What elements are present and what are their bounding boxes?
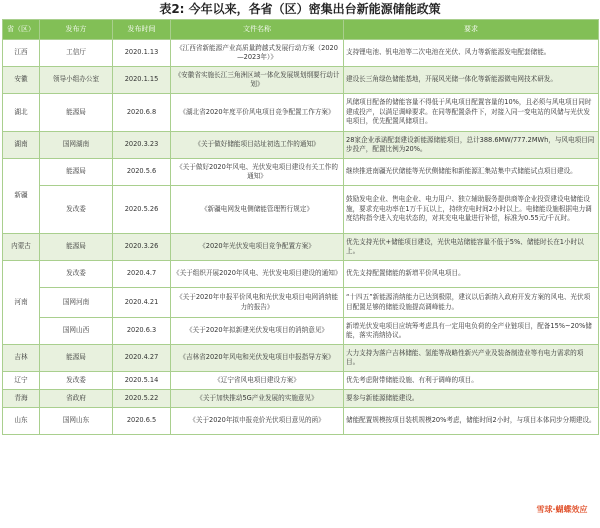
date-cell: 2020.6.3 bbox=[113, 318, 171, 345]
table-row bbox=[3, 318, 599, 345]
province-cell: 内蒙古 bbox=[3, 234, 40, 261]
date-cell: 2020.6.8 bbox=[113, 94, 171, 132]
date-cell: 2020.1.15 bbox=[113, 67, 171, 94]
province-cell: 湖北 bbox=[3, 94, 40, 132]
header-row bbox=[3, 20, 599, 40]
document-cell: 《关于2020年申报平价风电和光伏发电项目电网消纳能力的报告》 bbox=[171, 288, 344, 318]
province-cell: 青海 bbox=[3, 390, 40, 408]
header-issuer: 发布方 bbox=[40, 20, 113, 40]
province-cell: 安徽 bbox=[3, 67, 40, 94]
table-row bbox=[3, 132, 599, 159]
date-cell: 2020.6.5 bbox=[113, 408, 171, 435]
date-cell: 2020.3.26 bbox=[113, 234, 171, 261]
province-cell: 新疆 bbox=[3, 159, 40, 234]
header-requirement: 要求 bbox=[344, 20, 599, 40]
issuer-cell: 工信厅 bbox=[40, 40, 113, 67]
header-province: 省（区） bbox=[3, 20, 40, 40]
table-row bbox=[3, 67, 599, 94]
requirement-cell: 继续推进南疆光伏储能等光伏侧储能和新能源汇集站集中式储能试点项目建设。 bbox=[344, 159, 599, 186]
table-row bbox=[3, 234, 599, 261]
table-row bbox=[3, 159, 599, 186]
document-cell: 《2020年光伏发电项目竞争配置方案》 bbox=[171, 234, 344, 261]
requirement-cell: 新增光伏发电项目应统筹考虑具有一定用电负荷的全产业链项目，配备15%~20%储能，落实消纳协议。 bbox=[344, 318, 599, 345]
date-cell: 2020.5.14 bbox=[113, 372, 171, 390]
table-row bbox=[3, 345, 599, 372]
date-cell: 2020.5.22 bbox=[113, 390, 171, 408]
table-row bbox=[3, 186, 599, 234]
date-cell: 2020.1.13 bbox=[113, 40, 171, 67]
document-cell: 《江西省新能源产业高质量跨越式发展行动方案（2020—2023年）》 bbox=[171, 40, 344, 67]
document-cell: 《关于做好2020年风电、光伏发电项目建设有关工作的通知》 bbox=[171, 159, 344, 186]
requirement-cell: 要参与新能源储能建设。 bbox=[344, 390, 599, 408]
table-row bbox=[3, 390, 599, 408]
province-cell: 湖南 bbox=[3, 132, 40, 159]
issuer-cell: 发改委 bbox=[40, 261, 113, 288]
requirement-cell: 鼓励发电企业、售电企业、电力用户、独立辅助服务提供商等企业投资建设电储能设施，要求充电功率在1万千瓦以上，持续充电时间2小时以上。电储能设施根据电力调度结构指令进入充电状态的，对其充电电量进行补偿，标准为0.55元/千瓦时。 bbox=[344, 186, 599, 234]
document-cell: 《关于组织开展2020年风电、光伏发电项目建设的通知》 bbox=[171, 261, 344, 288]
document-cell: 《关于2020年拟申报竞价光伏项目意见的函》 bbox=[171, 408, 344, 435]
document-cell: 《湖北省2020年度平价风电项目竞争配置工作方案》 bbox=[171, 94, 344, 132]
table-row bbox=[3, 372, 599, 390]
document-cell: 《吉林省2020年风电和光伏发电项目申报指导方案》 bbox=[171, 345, 344, 372]
document-cell: 《安徽省实施长江三角洲区域一体化发展规划纲要行动计划》 bbox=[171, 67, 344, 94]
province-cell: 江西 bbox=[3, 40, 40, 67]
table-row bbox=[3, 40, 599, 67]
header-date: 发布时间 bbox=[113, 20, 171, 40]
date-cell: 2020.5.26 bbox=[113, 186, 171, 234]
requirement-cell: 支持锂电池、钒电池等二次电池在光伏、风力等新能源发电配套储能。 bbox=[344, 40, 599, 67]
document-cell: 《关于做好储能项目站址初选工作的通知》 bbox=[171, 132, 344, 159]
requirement-cell: 大力支持为落户吉林储能、氢能等战略性新兴产业及装备制造业等有电力需求的项目。 bbox=[344, 345, 599, 372]
issuer-cell: 能源局 bbox=[40, 94, 113, 132]
issuer-cell: 国网湖南 bbox=[40, 132, 113, 159]
requirement-cell: 建设长三角绿色储能基地，开展风光储一体化等新能源微电网技术研发。 bbox=[344, 67, 599, 94]
requirement-cell: 优先支持光伏+储能项目建设，光伏电站储能容量不低于5%、储能时长在1小时以上。 bbox=[344, 234, 599, 261]
date-cell: 2020.4.21 bbox=[113, 288, 171, 318]
requirement-cell: 风储项目配备的储能容量不得低于风电项目配置容量的10%，且必须与风电项目同时建成投产，以满足调峰要求。在同等配置条件下，对接入同一变电站的风储与光伏发电项目，优先配置风储项目。 bbox=[344, 94, 599, 132]
date-cell: 2020.4.27 bbox=[113, 345, 171, 372]
table-title: 表2: 今年以来，各省（区）密集出台新能源储能政策 bbox=[159, 2, 441, 16]
province-cell: 辽宁 bbox=[3, 372, 40, 390]
province-cell: 山东 bbox=[3, 408, 40, 435]
table-row bbox=[3, 94, 599, 132]
issuer-cell: 发改委 bbox=[40, 372, 113, 390]
table-row bbox=[3, 408, 599, 435]
document-cell: 《新疆电网发电侧储能管理暂行规定》 bbox=[171, 186, 344, 234]
document-cell: 《辽宁省风电项目建设方案》 bbox=[171, 372, 344, 390]
issuer-cell: 能源局 bbox=[40, 234, 113, 261]
requirement-cell: “十四五”新能源消纳能力已达到极限，建议以后新纳入政府开发方案的风电、光伏项目配置足够的储能设施提高调峰能力。 bbox=[344, 288, 599, 318]
issuer-cell: 能源局 bbox=[40, 159, 113, 186]
date-cell: 2020.5.6 bbox=[113, 159, 171, 186]
province-cell: 吉林 bbox=[3, 345, 40, 372]
table-row bbox=[3, 261, 599, 288]
requirement-cell: 28家企业承诺配套建设新能源储能项目，总计388.6MW/777.2MWh，与风电项目同步投产，配置比例为20%。 bbox=[344, 132, 599, 159]
requirement-cell: 优先考虑附带储能设施、有利于调峰的项目。 bbox=[344, 372, 599, 390]
header-document: 文件名称 bbox=[171, 20, 344, 40]
issuer-cell: 国网山西 bbox=[40, 318, 113, 345]
date-cell: 2020.3.23 bbox=[113, 132, 171, 159]
requirement-cell: 储能配置规模按项目装机规模20%考虑，储能时间2小时，与项目本体同步分期建设。 bbox=[344, 408, 599, 435]
issuer-cell: 领导小组办公室 bbox=[40, 67, 113, 94]
policy-table bbox=[2, 19, 599, 435]
watermark: 雪球·蝴蝶效应 bbox=[528, 502, 596, 518]
date-cell: 2020.4.7 bbox=[113, 261, 171, 288]
province-cell: 河南 bbox=[3, 261, 40, 345]
issuer-cell: 国网河南 bbox=[40, 288, 113, 318]
issuer-cell: 发改委 bbox=[40, 186, 113, 234]
table-row bbox=[3, 288, 599, 318]
issuer-cell: 国网山东 bbox=[40, 408, 113, 435]
document-cell: 《关于2020年拟新建光伏发电项目的消纳意见》 bbox=[171, 318, 344, 345]
issuer-cell: 省政府 bbox=[40, 390, 113, 408]
document-cell: 《关于加快推动5G产业发展的实施意见》 bbox=[171, 390, 344, 408]
requirement-cell: 优先支持配置储能的新增平价风电项目。 bbox=[344, 261, 599, 288]
issuer-cell: 能源局 bbox=[40, 345, 113, 372]
